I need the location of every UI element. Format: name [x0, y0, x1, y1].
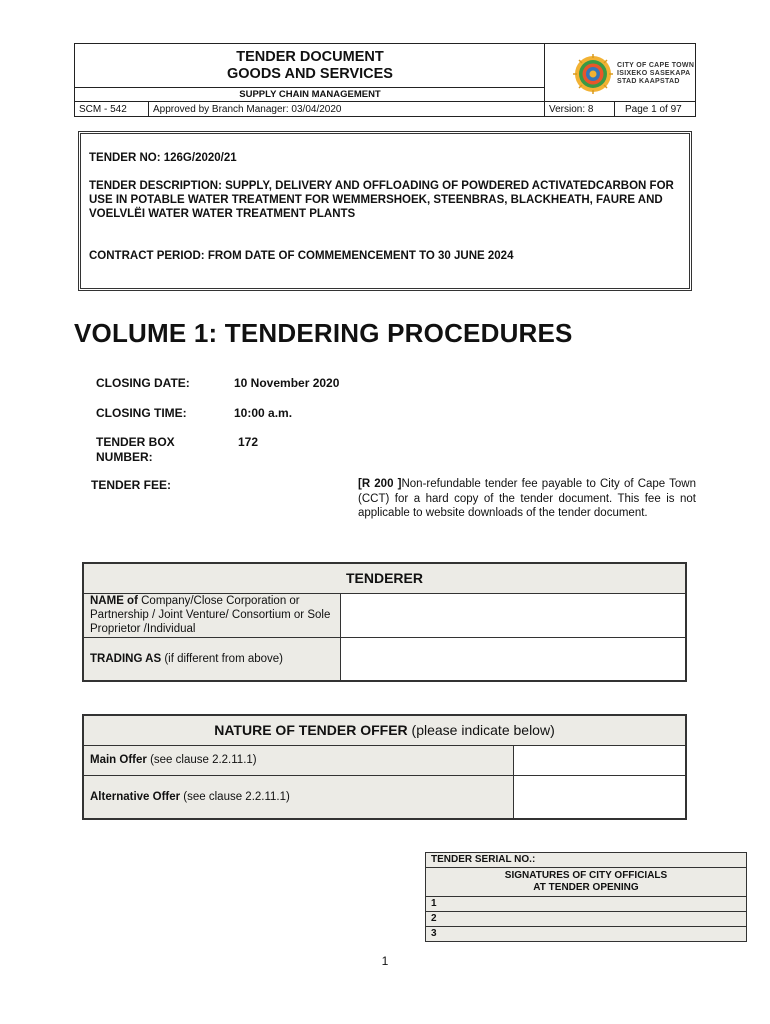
page-number: 1	[381, 954, 389, 968]
tenderer-name-label	[83, 593, 340, 637]
signature-table	[425, 852, 747, 942]
header-title-line2: GOODS AND SERVICES	[227, 66, 393, 82]
signature-row-1[interactable]: 1	[426, 897, 747, 912]
tender-box-number: 172	[238, 435, 259, 449]
contract-period: CONTRACT PERIOD: FROM DATE OF COMMEMENCEMENT TO 30 JUNE 2024	[89, 250, 514, 262]
signature-heading	[426, 868, 747, 897]
version-text: Version: 8	[545, 102, 615, 117]
main-offer-bold: Main Offer	[90, 754, 147, 766]
tenderer-heading: TENDERER	[83, 563, 686, 593]
tender-fee-description: Non-refundable tender fee payable to City of Cape Town (CCT) for a hard copy of the tender document. This fee is not applicable to website downloads of the tender document.	[358, 478, 696, 519]
main-offer-label	[83, 745, 513, 775]
logo-line2: ISIXEKO SASEKAPA	[617, 70, 691, 77]
header-subtitle: SUPPLY CHAIN MANAGEMENT	[75, 87, 545, 101]
city-logo	[545, 44, 695, 101]
trading-as-field[interactable]	[340, 637, 686, 681]
logo-text	[617, 62, 694, 86]
offer-heading-rest: (please indicate below)	[407, 722, 555, 739]
main-offer-rest: (see clause 2.2.11.1)	[146, 754, 257, 766]
tender-fee-amount: [R 200 ]	[358, 478, 402, 490]
page-indicator: Page 1 of 97	[625, 104, 682, 115]
document-header	[74, 43, 696, 117]
offer-table	[82, 714, 687, 820]
city-emblem-icon	[573, 54, 613, 94]
logo-line1: CITY OF CAPE TOWN	[617, 62, 695, 69]
tender-fee-label: TENDER FEE:	[91, 478, 172, 492]
signature-row-3[interactable]: 3	[426, 927, 747, 942]
tenderer-name-rest: Company/Close Corporation or Partnership / Joint Venture/ Consortium or Sole Proprietor /Individual	[90, 595, 331, 635]
tender-box-label	[96, 435, 175, 465]
scm-code: SCM - 542	[75, 102, 149, 117]
alternative-offer-rest: (see clause 2.2.11.1)	[180, 790, 290, 803]
signature-row-2[interactable]: 2	[426, 912, 747, 927]
trading-as-rest: (if different from above)	[161, 652, 284, 665]
tender-number: TENDER NO: 126G/2020/21	[89, 152, 237, 164]
alternative-offer-field[interactable]	[513, 775, 686, 819]
closing-time-value: 10:00 a.m.	[234, 406, 293, 420]
tenderer-name-field[interactable]	[340, 593, 686, 637]
tender-info-box	[78, 131, 692, 291]
logo-line3: STAD KAAPSTAD	[617, 78, 680, 85]
trading-as-bold: TRADING AS	[90, 652, 162, 665]
main-offer-field[interactable]	[513, 745, 686, 775]
closing-date-label: CLOSING DATE:	[96, 376, 190, 390]
volume-title: VOLUME 1: TENDERING PROCEDURES	[74, 318, 573, 348]
tender-fee-text	[358, 477, 696, 521]
closing-date-value: 10 November 2020	[234, 376, 340, 390]
tenderer-name-bold: NAME of	[90, 595, 138, 607]
tender-serial-label: TENDER SERIAL NO.:	[426, 853, 747, 868]
tenderer-table	[82, 562, 687, 682]
offer-heading	[83, 715, 686, 745]
signature-heading-line1: SIGNATURES OF CITY OFFICIALS	[504, 870, 668, 881]
approval-text: Approved by Branch Manager: 03/04/2020	[149, 102, 545, 117]
tender-description: TENDER DESCRIPTION: SUPPLY, DELIVERY AND OFFLOADING OF POWDERED ACTIVATEDCARBON FOR USE IN POTABLE WATER TREATMENT FOR WEMMERSHOEK, STEENBRAS, BLACKHEATH, FAURE AND VOELVLËI WATER WATER TREATMENT PLANTS	[89, 180, 674, 220]
closing-time-label: CLOSING TIME:	[96, 406, 187, 420]
signature-heading-line2: AT TENDER OPENING	[533, 882, 639, 893]
header-title-line1: TENDER DOCUMENT	[236, 49, 384, 65]
trading-as-label	[83, 637, 340, 681]
header-meta-row	[75, 101, 695, 117]
tender-box-label-line1: TENDER BOX	[96, 435, 175, 449]
tender-box-label-line2: NUMBER:	[96, 450, 153, 464]
alternative-offer-bold: Alternative Offer	[90, 790, 181, 803]
alternative-offer-label	[83, 775, 513, 819]
offer-heading-bold: NATURE OF TENDER OFFER	[214, 722, 408, 739]
header-title-cell	[75, 44, 545, 101]
